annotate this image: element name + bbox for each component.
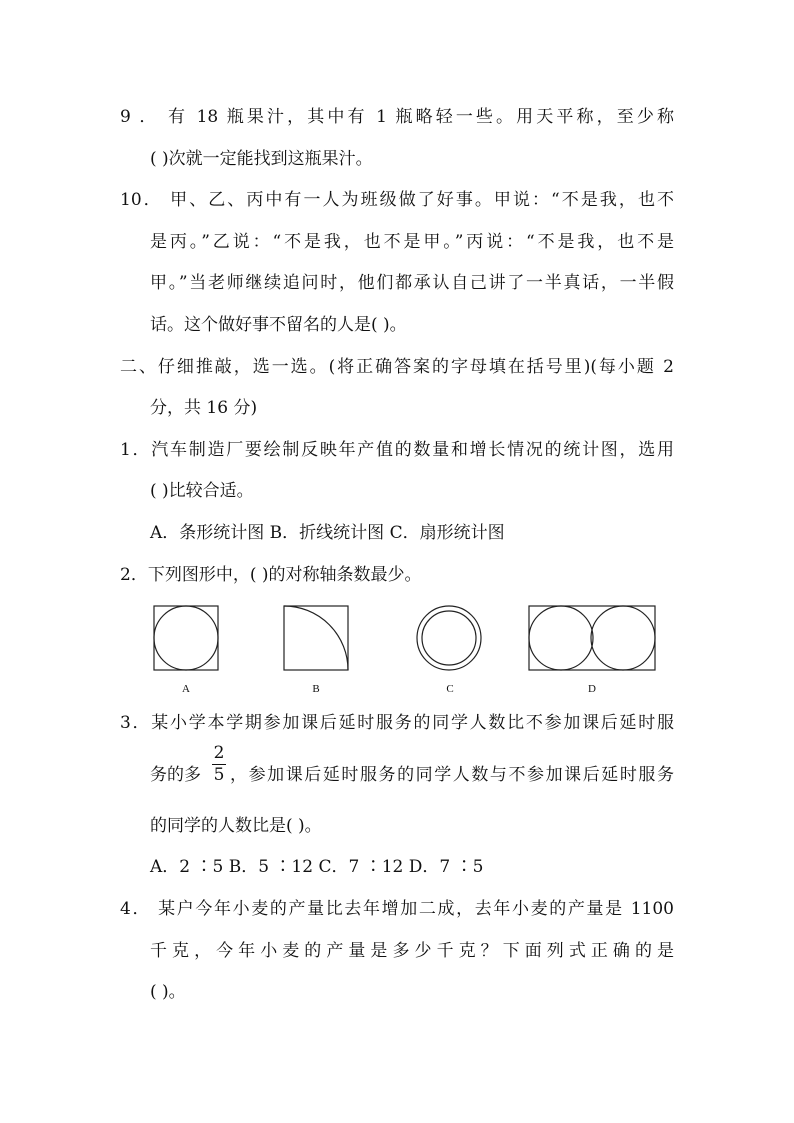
fraction-numerator: 2 — [213, 743, 225, 763]
s2q4-line-1: 4． 某户今年小麦的产量比去年增加二成，去年小麦的产量是 1100 — [120, 899, 674, 919]
s2q4-line-3: ( )。 — [150, 982, 186, 1002]
figure-b-square-with-quarter-arc — [280, 602, 355, 672]
fraction-denominator: 5 — [213, 765, 225, 785]
figure-d-rectangle-with-two-circles — [525, 602, 660, 672]
q10-line-1: 10． 甲、乙、丙中有一人为班级做了好事。甲说：“不是我，也不 — [120, 190, 674, 210]
q10-line-3: 甲。”当老师继续追问时，他们都承认自己讲了一半真话，一半假 — [150, 273, 674, 293]
figure-b-label: B — [312, 683, 320, 695]
s2q1-options: A．条形统计图 B．折线统计图 C．扇形统计图 — [150, 523, 505, 543]
q9-line-1: 9 ． 有 18 瓶果汁，其中有 1 瓶略轻一些。用天平称，至少称 — [120, 107, 674, 127]
fraction-two-fifths — [212, 744, 226, 790]
s2q1-line-1: 1．汽车制造厂要绘制反映年产值的数量和增长情况的统计图，选用 — [120, 440, 674, 460]
section-2-heading: 二、仔细推敲，选一选。(将正确答案的字母填在括号里)(每小题 2 — [120, 357, 674, 377]
figure-d-label: D — [588, 683, 596, 695]
q10-line-4: 话。这个做好事不留名的人是( )。 — [150, 315, 407, 335]
figure-c-label: C — [446, 683, 454, 695]
s2q3-options: A．2 ∶5 B．5 ∶12 C．7 ∶12 D．7 ∶5 — [150, 857, 484, 877]
figure-a-label: A — [182, 683, 190, 695]
figure-c-concentric-circles — [412, 602, 487, 672]
s2q2-line-1: 2．下列图形中，( )的对称轴条数最少。 — [120, 565, 422, 585]
section-2-heading-line-2: 分，共 16 分) — [150, 398, 258, 418]
q9-line-2: ( )次就一定能找到这瓶果汁。 — [150, 149, 373, 169]
s2q3-line-3: 的同学的人数比是( )。 — [150, 816, 322, 836]
s2q1-line-2: ( )比较合适。 — [150, 481, 254, 501]
s2q3-line-2-suffix: ，参加课后延时服务的同学人数与不参加课后延时服务 — [230, 765, 674, 785]
figure-a-square-with-inscribed-circle — [150, 602, 225, 672]
s2q4-line-2: 千克，今年小麦的产量是多少千克？下面列式正确的是 — [150, 941, 674, 961]
s2q3-line-2-prefix: 务的多 — [150, 765, 201, 785]
q10-line-2: 是丙。”乙说：“不是我，也不是甲。”丙说：“不是我，也不是 — [150, 232, 674, 252]
s2q3-line-1: 3．某小学本学期参加课后延时服务的同学人数比不参加课后延时服 — [120, 713, 674, 733]
